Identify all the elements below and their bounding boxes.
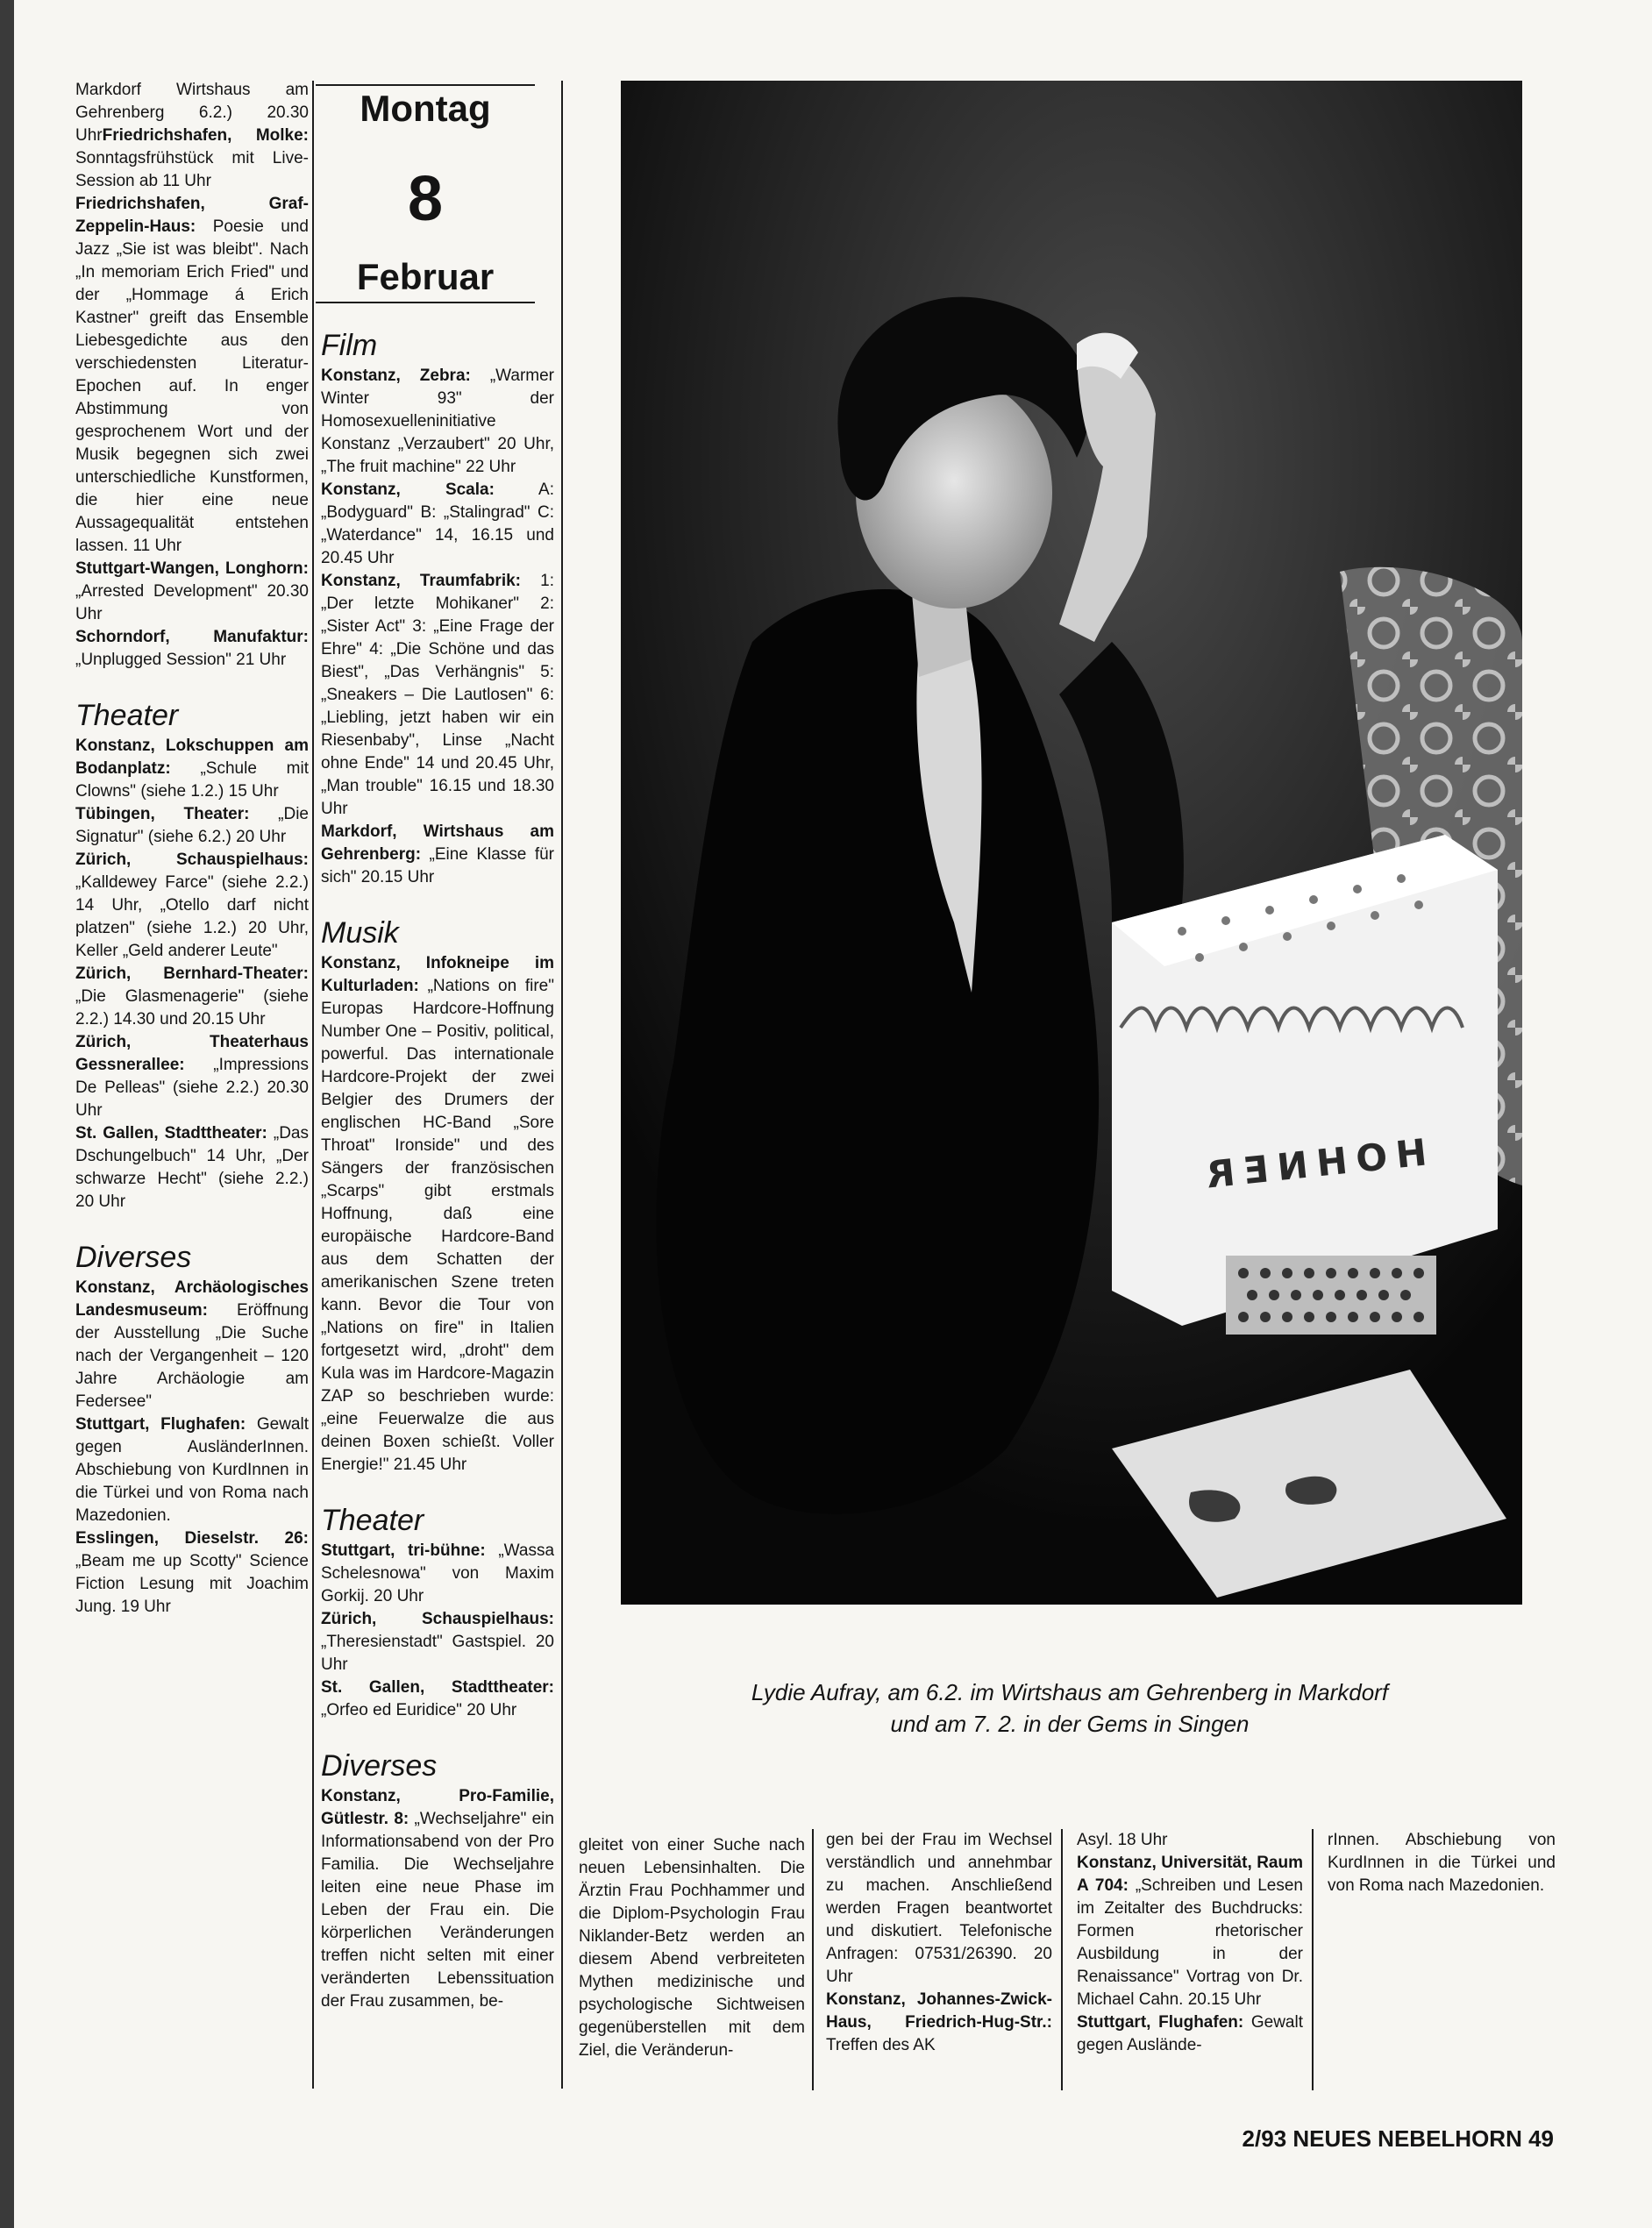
- venue-name: Konstanz, Traumfabrik:: [321, 572, 522, 590]
- venue-name: St. Gallen, Stadttheater:: [75, 1124, 267, 1142]
- entry-text: „Eine Klasse für sich" 20.15 Uhr: [321, 845, 554, 886]
- entry-text: „Arrested Development" 20.30 Uhr: [75, 582, 309, 623]
- entry: [1328, 1829, 1556, 1897]
- entry: [75, 626, 309, 672]
- entry: [826, 1829, 1052, 1989]
- entry: [321, 821, 554, 889]
- column-4: [826, 1829, 1052, 2089]
- entry-text: „Nations on fire" Europas Hardcore-Hoffnung Number One – Positiv, political, powerful. Das internationale Hardcore-Projekt der zwei Belgier des Drumers der englischen HC-Band „Sore Throat" Ironside" und des Sängers der französischen „Scarps" gibt erstmals Hoffnung, daß eine europäische Hardcore-Band aus dem Schatten der amerikanischen Szene treten kann. Bevor die Tour von „Nations on fire" in Italien fortgesetzt wird, „droht" dem Kula was im Hardcore-Magazin ZAP so beschrieben wurde: „eine Feuerwalze die aus deinen Boxen schießt. Voller Energie!" 21.45 Uhr: [321, 977, 554, 1474]
- column-divider: [561, 81, 563, 2089]
- venue-name: Markdorf, Wirtshaus am Gehrenberg:: [321, 822, 554, 864]
- entry: [579, 1834, 805, 2062]
- entry: [826, 1989, 1052, 2057]
- entry-text: „Schreiben und Lesen im Zeitalter des Buchdrucks: Formen rhetorischer Ausbildung in der Renaissance" Vortrag von Dr. Michael Cahn. 20.15 Uhr: [1077, 1876, 1303, 2009]
- column-6: [1328, 1829, 1556, 2004]
- entry: [321, 479, 554, 570]
- entry: [75, 803, 309, 849]
- section-heading-theater: Theater: [75, 699, 179, 732]
- venue-name: Stuttgart, tri-bühne:: [321, 1541, 486, 1560]
- entry-text: Poesie und Jazz „Sie ist was bleibt". Nach „In memoriam Erich Fried" und der „Hommage á Erich Kastner" greift das Ensemble Liebesgedichte aus den verschiedensten Literatur-Epochen auf. In enger Abstimmung von gesprochenem Wort und der Musik begegnen sich zwei unterschiedliche Kunstformen, die hier eine neue Aussagequalität entstehen lassen. 11 Uhr: [75, 217, 309, 555]
- entry-text: „Orfeo ed Euridice" 20 Uhr: [321, 1701, 517, 1719]
- date-top-rule: [316, 84, 535, 86]
- venue-name: Friedrichshafen, Graf-Zeppelin-Haus:: [75, 195, 309, 236]
- venue-name: Stuttgart, Flughafen:: [75, 1415, 246, 1434]
- page-footer: 2/93 NEUES NEBELHORN 49: [1242, 2125, 1554, 2152]
- month: Februar: [356, 256, 495, 297]
- photo-illustration: [621, 81, 1522, 1605]
- entry-text: „Wassa Schelesnowa" von Maxim Gorkij. 20 Uhr: [321, 1541, 554, 1605]
- column-divider: [312, 81, 314, 2089]
- venue-name: Schorndorf, Manufaktur:: [75, 628, 309, 646]
- entry-text: gen bei der Frau im Wechsel verständlich und annehmbar zu machen. Anschließend werden Fragen beantwortet und diskutiert. Telefonische Anfragen: 07531/26390. 20 Uhr: [826, 1831, 1052, 1986]
- entry: [75, 735, 309, 803]
- entry: [75, 963, 309, 1031]
- column-2: [321, 326, 554, 2071]
- entry: [321, 1785, 554, 2013]
- venue-name: Konstanz, Zebra:: [321, 367, 471, 385]
- entry-text: rInnen. Abschiebung von KurdInnen in die Türkei und von Roma nach Mazedonien.: [1328, 1831, 1556, 1895]
- entry: [75, 1277, 309, 1413]
- column-divider: [1061, 1829, 1063, 2090]
- entry: [75, 1122, 309, 1214]
- entry-text: „Impressions De Pelleas" (siehe 2.2.) 20.30 Uhr: [75, 1056, 309, 1120]
- venue-name: Konstanz, Johannes-Zwick-Haus, Friedrich-Hug-Str.:: [826, 1990, 1052, 2032]
- venue-name: Konstanz, Infokneipe im Kulturladen:: [321, 954, 554, 995]
- column-divider: [812, 1829, 814, 2090]
- entry-text: Gewalt gegen Auslände-: [1077, 2013, 1303, 2054]
- venue-name: Konstanz, Pro-Familie, Gütlestr. 8:: [321, 1787, 554, 1828]
- venue-name: Zürich, Schauspielhaus:: [321, 1610, 554, 1628]
- venue-name: Esslingen, Dieselstr. 26:: [75, 1529, 309, 1548]
- venue-name: Konstanz, Lokschuppen am Bodanplatz:: [75, 737, 309, 778]
- venue-name: St. Gallen, Stadttheater:: [321, 1678, 554, 1697]
- entry-text: Gewalt gegen AusländerInnen. Abschiebung von KurdInnen in die Türkei und von Roma nach Mazedonien.: [75, 1415, 309, 1525]
- entry: [75, 79, 309, 193]
- column-1: [75, 79, 309, 1780]
- column-3: [579, 1834, 805, 2089]
- caption-line-2: und am 7. 2. in der Gems in Singen: [890, 1711, 1250, 1737]
- entry: [75, 1413, 309, 1527]
- column-divider: [1312, 1829, 1314, 2090]
- entry: [75, 193, 309, 558]
- entry: [321, 1608, 554, 1676]
- entry-text: „Schule mit Clowns" (siehe 1.2.) 15 Uhr: [75, 759, 309, 801]
- caption-line-1: Lydie Aufray, am 6.2. im Wirtshaus am Gehrenberg in Markdorf: [751, 1679, 1389, 1705]
- entry: [1077, 1852, 1303, 2011]
- entry: [75, 1527, 309, 1619]
- entry-text: „Das Dschungelbuch" 14 Uhr, „Der schwarze Hecht" (siehe 2.2.) 20 Uhr: [75, 1124, 309, 1211]
- entry-text: 1: „Der letzte Mohikaner" 2: „Sister Act" 3: „Eine Frage der Ehre" 4: „Die Schöne und das Biest", „Das Verhängnis" 5: „Sneakers – Die Lautlosen" 6: „Liebling, jetzt haben wir ein Riesenbaby", Linse „Nacht ohne Ende" 14 und 20.45 Uhr, „Man trouble" 16.15 und 18.30 Uhr: [321, 572, 554, 818]
- page-edge-shadow: [0, 0, 14, 2228]
- entry-text: „Die Glasmenagerie" (siehe 2.2.) 14.30 und 20.15 Uhr: [75, 987, 309, 1029]
- section-heading-film: Film: [321, 329, 378, 362]
- entry-text: „Kalldewey Farce" (siehe 2.2.) 14 Uhr, „Otello darf nicht platzen" (siehe 1.2.) 20 Uhr, Keller „Geld anderer Leute": [75, 873, 309, 960]
- entry: [1077, 2011, 1303, 2057]
- accordion-brand-text: HOHNER: [1195, 1130, 1429, 1198]
- entry-text: Sonntagsfrühstück mit Live-Session ab 11 Uhr: [75, 149, 309, 190]
- venue-name: Konstanz, Universität, Raum A 704:: [1077, 1854, 1303, 1895]
- entry-text: „Theresienstadt" Gastspiel. 20 Uhr: [321, 1633, 554, 1674]
- entry: [321, 365, 554, 479]
- venue-name: Stuttgart-Wangen, Longhorn:: [75, 559, 309, 578]
- venue-name: Friedrichshafen, Molke:: [102, 126, 309, 145]
- venue-name: Tübingen, Theater:: [75, 805, 250, 823]
- column-5: [1077, 1829, 1303, 2089]
- date-bottom-rule: [316, 302, 535, 303]
- entry: [321, 1676, 554, 1722]
- entry-text: gleitet von einer Suche nach neuen Lebensinhalten. Die Ärztin Frau Pochhammer und die Diplom-Psychologin Frau Niklander-Betz werden an diesem Abend verbreiteten Mythen medizinische und psychologische Sichtweisen gegenüberstellen mit dem Ziel, die Veränderun-: [579, 1836, 805, 2060]
- section-heading-theater: Theater: [321, 1504, 424, 1537]
- venue-name: Konstanz, Archäologisches Landesmuseum:: [75, 1278, 309, 1320]
- day-number: 8: [407, 164, 444, 234]
- weekday: Montag: [360, 88, 491, 129]
- venue-name: Zürich, Schauspielhaus:: [75, 851, 309, 869]
- section-heading-musik: Musik: [321, 916, 399, 950]
- photo-caption: [666, 1676, 1473, 1740]
- venue-name: Zürich, Theaterhaus Gessnerallee:: [75, 1033, 309, 1074]
- entry: [321, 1540, 554, 1608]
- entry: [321, 952, 554, 1477]
- entry: [321, 570, 554, 821]
- entry-text: Asyl. 18 Uhr: [1077, 1831, 1168, 1849]
- entry-text: „Wechseljahre" ein Informationsabend von der Pro Familia. Die Wechseljahre leiten eine neue Phase im Leben der Frau ein. Die körperlichen Veränderungen treffen nicht selten mit einer veränderten Lebenssituation der Frau zusammen, be-: [321, 1810, 554, 2011]
- entry-text: „Unplugged Session" 21 Uhr: [75, 651, 287, 669]
- entry-text: „Die Signatur" (siehe 6.2.) 20 Uhr: [75, 805, 309, 846]
- entry-text: Treffen des AK: [826, 2036, 936, 2054]
- entry-text: Markdorf Wirtshaus am Gehrenberg 6.2.) 20.30 Uhr: [75, 81, 309, 145]
- venue-name: Konstanz, Scala:: [321, 480, 495, 499]
- entry-text: Eröffnung der Ausstellung „Die Suche nach der Vergangenheit – 120 Jahre Archäologie am Federsee": [75, 1301, 309, 1411]
- entry-text: „Warmer Winter 93" der Homosexuelleninitiative Konstanz „Verzaubert" 20 Uhr, „The fruit machine" 22 Uhr: [321, 367, 554, 476]
- entry-text: „Beam me up Scotty" Science Fiction Lesung mit Joachim Jung. 19 Uhr: [75, 1552, 309, 1616]
- entry-text: A: „Bodyguard" B: „Stalingrad" C: „Waterdance" 14, 16.15 und 20.45 Uhr: [321, 480, 554, 567]
- entry: [75, 1031, 309, 1122]
- venue-name: Stuttgart, Flughafen:: [1077, 2013, 1244, 2032]
- section-heading-diverses: Diverses: [321, 1749, 438, 1783]
- entry: [75, 558, 309, 626]
- section-heading-diverses: Diverses: [75, 1241, 192, 1274]
- venue-name: Zürich, Bernhard-Theater:: [75, 965, 309, 983]
- entry: [75, 849, 309, 963]
- photo-lydie-aufray: [621, 81, 1522, 1605]
- entry: [1077, 1829, 1303, 1852]
